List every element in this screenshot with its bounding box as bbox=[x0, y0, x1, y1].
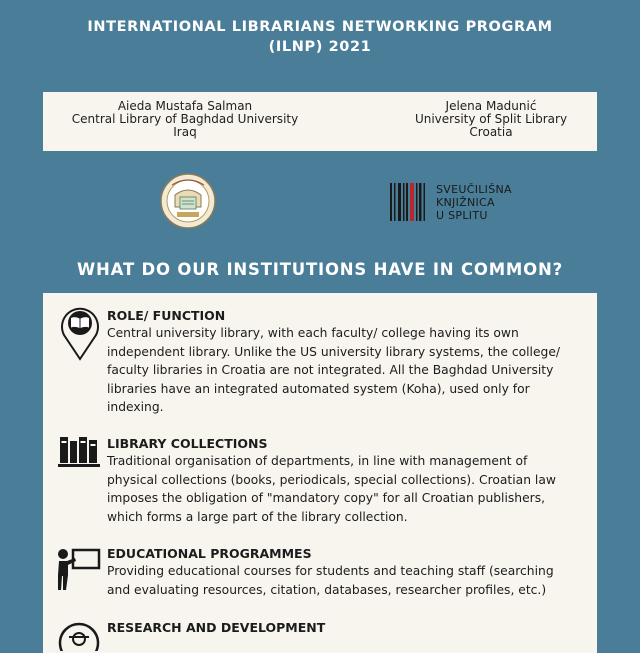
item-title: LIBRARY COLLECTIONS bbox=[107, 436, 268, 451]
participant-1 bbox=[55, 100, 315, 139]
split-library-logo bbox=[389, 183, 512, 222]
books-icon bbox=[57, 435, 101, 469]
participant-country: Iraq bbox=[173, 125, 197, 139]
split-logo-line-2: KNJIŽNICA bbox=[436, 196, 495, 209]
title-line-2: (ILNP) 2021 bbox=[268, 39, 372, 55]
baghdad-university-logo bbox=[160, 173, 216, 229]
participant-name: Jelena Madunić bbox=[445, 99, 537, 113]
participant-country: Croatia bbox=[469, 125, 513, 139]
participant-institution: University of Split Library bbox=[414, 112, 568, 126]
item-educational-programmes bbox=[107, 546, 572, 599]
split-logo-text bbox=[436, 183, 512, 222]
participant-name: Aieda Mustafa Salman bbox=[117, 99, 253, 113]
teacher-icon bbox=[55, 548, 101, 592]
item-library-collections bbox=[107, 436, 572, 526]
item-title: ROLE/ FUNCTION bbox=[107, 308, 226, 323]
item-body: Central university library, with each faculty/ college having its own independent library. Unlike the US university library systems, the college/ faculty libraries in Croatia are not integrated. All the Baghdad University libraries have an integrated automated system (Koha), used only for indexing. bbox=[107, 326, 561, 414]
participants-panel bbox=[43, 92, 597, 151]
split-logo-line-1: SVEUČILIŠNA bbox=[436, 183, 512, 196]
content-panel bbox=[43, 293, 597, 653]
book-location-icon bbox=[58, 305, 102, 361]
barcode-icon bbox=[389, 183, 429, 221]
title-line-1: INTERNATIONAL LIBRARIANS NETWORKING PROGRAM bbox=[87, 19, 553, 35]
participant-institution: Central Library of Baghdad University bbox=[71, 112, 299, 126]
item-title: EDUCATIONAL PROGRAMMES bbox=[107, 546, 312, 561]
poster-title bbox=[0, 17, 640, 57]
item-body: Traditional organisation of departments, in line with management of physical collections (books, periodicals, special collections). Croatian law imposes the obligation of "mandatory copy" for all Croatian publishers, which forms a large part of the library collection. bbox=[107, 454, 556, 524]
item-title: RESEARCH AND DEVELOPMENT bbox=[107, 620, 326, 635]
section-heading: WHAT DO OUR INSTITUTIONS HAVE IN COMMON? bbox=[77, 260, 563, 279]
split-logo-line-3: U SPLITU bbox=[436, 209, 488, 222]
research-icon bbox=[57, 621, 101, 651]
item-research-development bbox=[107, 620, 572, 636]
item-role-function bbox=[107, 308, 572, 417]
participant-2 bbox=[361, 100, 621, 139]
item-body: Providing educational courses for students and teaching staff (searching and evaluating resources, citation, databases, researcher profiles, etc.) bbox=[107, 564, 554, 597]
